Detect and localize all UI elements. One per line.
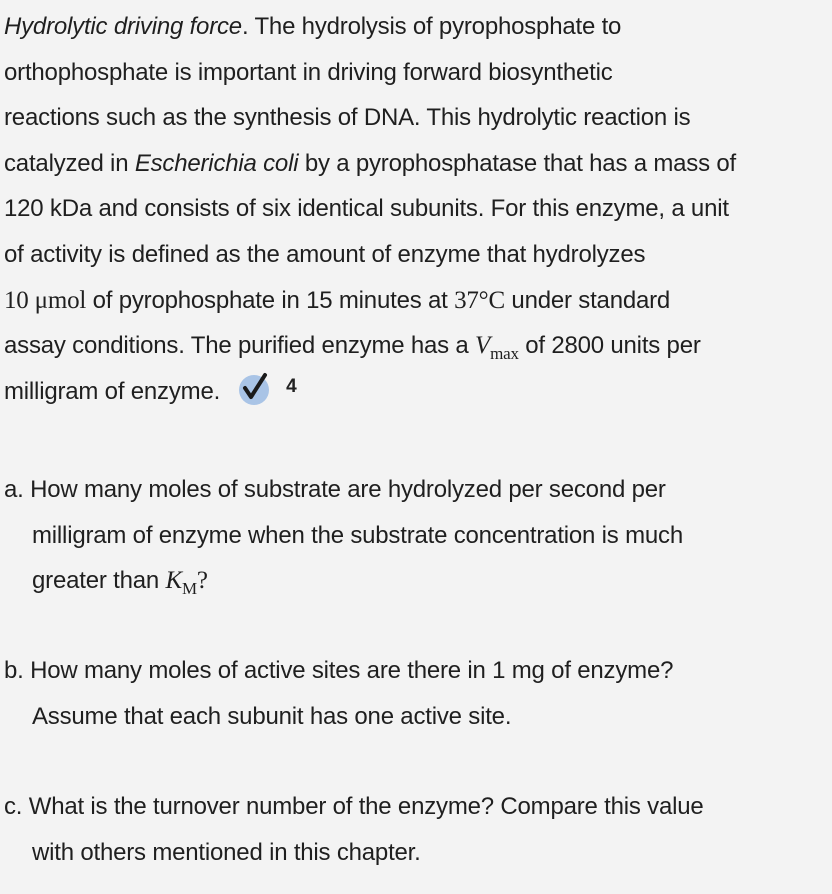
km-symbol: K [165,567,182,595]
statement-line-2: orthophosphate is important in driving forward biosynthetic [4,58,613,86]
question-a [4,467,826,604]
problem-statement [4,4,826,414]
amount-value: 10 μmol [4,286,87,314]
statement-line-5: 120 kDa and consists of six identical subunits. For this enzyme, a unit [4,195,729,223]
statement-line-6: of activity is defined as the amount of enzyme that hydrolyzes [4,240,646,268]
question-b-line-2: Assume that each subunit has one active site. [32,702,512,730]
statement-line-8: assay conditions. The purified enzyme has a $V_{max}$ of 2800 units per [4,332,701,364]
question-a-line-3: greater than $K_M$? [32,567,208,599]
km-subscript: M [181,579,197,599]
organism-name: Escherichia coli [134,149,299,177]
question-c [4,784,826,875]
question-c-line-1: c. What is the turnover number of the enzyme? Compare this value [4,793,704,820]
statement-line-7: 10 μmol of pyrophosphate in 15 minutes at 37°C under standard [4,286,671,314]
vmax-symbol: V [475,332,491,360]
check-count: 4 [286,375,297,397]
statement-line-3: reactions such as the synthesis of DNA. This hydrolytic reaction is [4,104,691,132]
check-svg [236,370,272,406]
checkmark-icon[interactable] [236,370,272,406]
problem-title: Hydrolytic driving force [4,13,242,40]
statement-line-1: Hydrolytic driving force. The hydrolysis of pyrophosphate to [4,13,622,40]
vmax-subscript: max [490,344,519,364]
statement-line-9: milligram of enzyme. 4 [4,369,826,415]
question-a-line-2: milligram of enzyme when the substrate concentration is much [32,521,683,549]
question-c-line-2: with others mentioned in this chapter. [32,838,421,866]
question-b-line-1: b. How many moles of active sites are there in 1 mg of enzyme? [4,657,674,684]
statement-line-4: catalyzed in Escherichia coli by a pyrophosphatase that has a mass of [4,149,736,177]
question-a-line-1: a. How many moles of substrate are hydrolyzed per second per [4,476,666,503]
temperature-value: 37°C [454,286,505,314]
question-b [4,648,826,739]
